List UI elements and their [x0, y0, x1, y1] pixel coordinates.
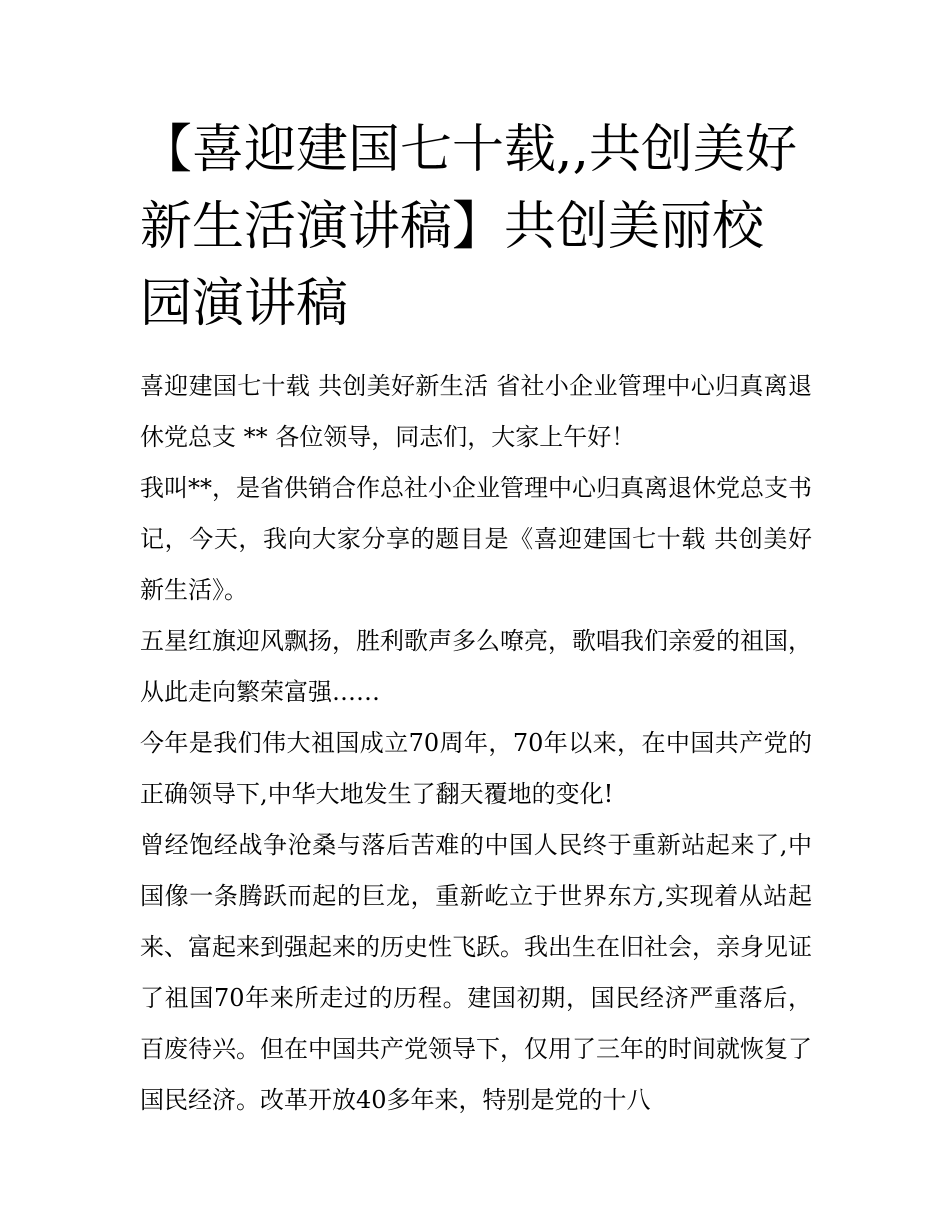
document-body — [140, 361, 812, 1126]
paragraph: 五星红旗迎风飘扬，胜利歌声多么嘹亮，歌唱我们亲爱的祖国，从此走向繁荣富强…… — [140, 627, 812, 706]
paragraph: 喜迎建国七十载 共创美好新生活 省社小企业管理中心归真离退休党总支 ** 各位领导，同志们，大家上午好！ — [140, 372, 812, 451]
paragraph: 我叫**，是省供销合作总社小企业管理中心归真离退休党总支书记，今天，我向大家分享的题目是《喜迎建国七十载 共创美好新生活》。 — [140, 474, 812, 604]
document-page — [140, 112, 812, 1126]
paragraph: 今年是我们伟大祖国成立70周年，70年以来，在中国共产党的正确领导下,中华大地发生了翻天覆地的变化! — [140, 729, 812, 808]
document-title: 【喜迎建国七十载,,共创美好新生活演讲稿】共创美丽校园演讲稿 — [140, 120, 798, 334]
paragraph: 曾经饱经战争沧桑与落后苦难的中国人民终于重新站起来了,中国像一条腾跃而起的巨龙，重新屹立于世界东方,实现着从站起来、富起来到强起来的历史性飞跃。我出生在旧社会，亲身见证了祖国70年来所走过的历程。建国初期，国民经济严重落后，百废待兴。但在中国共产党领导下，仅用了三年的时间就恢复了国民经济。改革开放40多年来，特别是党的十八 — [140, 831, 812, 1114]
